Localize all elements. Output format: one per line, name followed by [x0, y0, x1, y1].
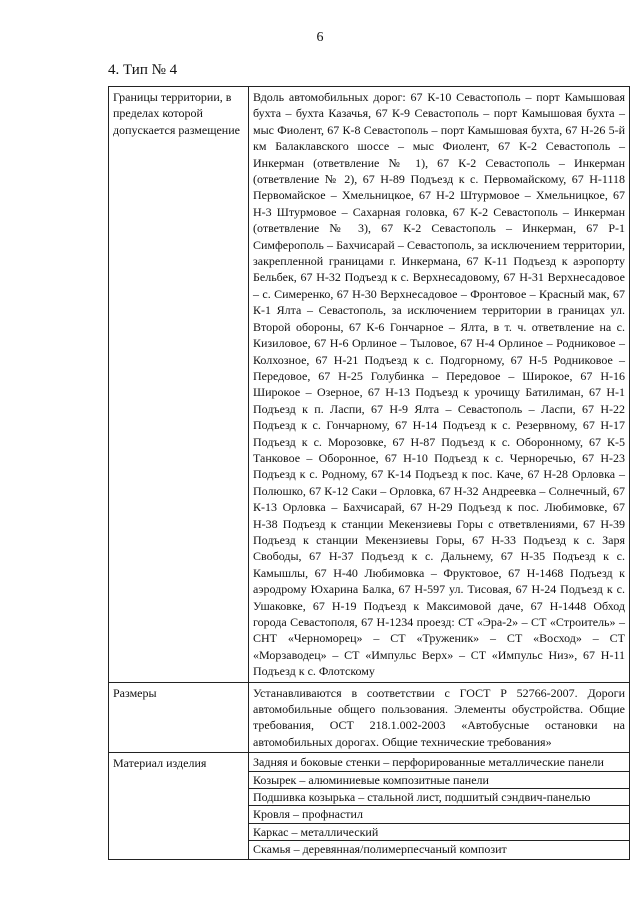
row-value-material: [249, 753, 630, 859]
specification-table: [108, 86, 630, 860]
row-label-material: Материал изделия: [109, 753, 249, 859]
material-item-canopy-lining: Подшивка козырька – стальной лист, подшитый сэндвич-панелью: [249, 789, 629, 806]
row-value-dimensions: Устанавливаются в соответствии с ГОСТ Р 52766-2007. Дороги автомобильные общего пользования. Элементы обустройства. Общие требования, ОСТ 218.1.002-2003 «Автобусные остановки на автомобильных дорогах. Общие технические требования»: [249, 682, 630, 753]
page-number: 6: [316, 30, 324, 45]
material-item-bench: Скамья – деревянная/полимерпесчаный композит: [253, 842, 507, 857]
material-item-frame: Каркас – металлический: [249, 824, 629, 841]
row-label-boundaries: Границы территории, в пределах которой допускается размещение: [109, 87, 249, 683]
material-item-canopy: Козырек – алюминиевые композитные панели: [249, 772, 629, 789]
section-title: 4. Тип № 4: [108, 62, 178, 78]
table-row-material: [109, 753, 630, 859]
material-item-roof: Кровля – профнастил: [249, 806, 629, 823]
table-row-dimensions: [109, 682, 630, 753]
row-label-dimensions: Размеры: [109, 682, 249, 753]
row-value-boundaries: Вдоль автомобильных дорог: 67 К-10 Севастополь – порт Камышовая бухта – бухта Казачья, 67 К-9 Севастополь – порт Камышовая бухта – мыс Фиолент, 67 К-8 Севастополь – порт Камышовая бухта, 67 Н-26 5-й км Балаклавского шоссе – мыс Фиолент, 67 К-2 Севастополь – Инкерман (ответвление № 1), 67 К-2 Севастополь – Инкерман (ответвление № 2), 67 Н-89 Подъезд к с. Первомайскому, 67 Н-1118 Первомайское – Хмельницкое, 67 Н-2 Штурмовое – Хмельницкое, 67 Н-3 Штурмовое – Сахарная головка, 67 К-2 Севастополь – Инкерман (ответвление № 3), 67 К-2 Севастополь – Инкерман, 67 Р-1 Симферополь – Бахчисарай – Севастополь, за исключением территории, закрепленной границами г. Инкермана, 67 К-11 Подъезд к аэропорту Бельбек, 67 Н-32 Подъезд к с. Верхнесадовому, 67 Н-31 Верхнесадовое – с. Симеренко, 67 Н-30 Верхнесадовое – Фронтовое – Красный мак, 67 К-1 Ялта – Севастополь, за исключением территории в границах ул. Второй обороны, 67 К-6 Гончарное – Ялта, в т. ч. ответвление на с. Кизиловое, 67 Н-6 Орлиное – Тыловое, 67 Н-4 Орлиное – Родниковое – Колхозное, 67 Н-21 Подъезд к с. Подгорному, 67 Н-5 Родниковое – Передовое, 67 Н-25 Голубинка – Передовое – Широкое, 67 Н-16 Широкое – Озерное, 67 Н-13 Подъезд к урочищу Батилиман, 67 Н-1 Подъезд к п. Ласпи, 67 Н-9 Ялта – Севастополь – Ласпи, 67 Н-22 Подъезд к с. Гончарному, 67 Н-14 Подъезд к с. Резервному, 67 Н-17 Подъезд к с. Морозовке, 67 Н-87 Подъезд к с. Оборонному, 67 К-5 Танковое – Оборонное, 67 Н-10 Подъезд к с. Черноречью, 67 Н-23 Подъезд к с. Родному, 67 К-14 Подъезд к пос. Каче, 67 Н-28 Орловка – Полюшко, 67 К-12 Саки – Орловка, 67 Н-32 Андреевка – Солнечный, 67 К-13 Орловка – Бахчисарай, 67 Н-29 Подъезд к пос. Любимовке, 67 Н-38 Подъезд к станции Мекензиевы Горы с ответвлениями, 67 Н-39 Подъезд к станции Мекензиевы Горы, 67 Н-33 Подъезд к с. Заря Свободы, 67 Н-37 Подъезд к с. Дальнему, 67 Н-35 Подъезд к с. Камышлы, 67 Н-40 Любимовка – Фруктовое, 67 Н-1468 Подъезд к аэродрому Юхарина Балка, 67 Н-597 ул. Тисовая, 67 Н-24 Подъезд к с. Ушаковке, 67 Н-19 Подъезд к Максимовой даче, 67 Н-1448 Обход города Севастополя, 67 Н-1234 проезд: СТ «Эра-2» – СТ «Строитель» – СНТ «Черноморец» – СТ «Труженик» – СТ «Восход» – СТ «Морзаводец» – СТ «Импульс Верх» – СТ «Импульс Низ», 67 Н-11 Подъезд к с. Флотскому: [249, 87, 630, 683]
table-row-boundaries: [109, 87, 630, 683]
material-item-walls: Задняя и боковые стенки – перфорированные металлические панели: [249, 754, 629, 771]
